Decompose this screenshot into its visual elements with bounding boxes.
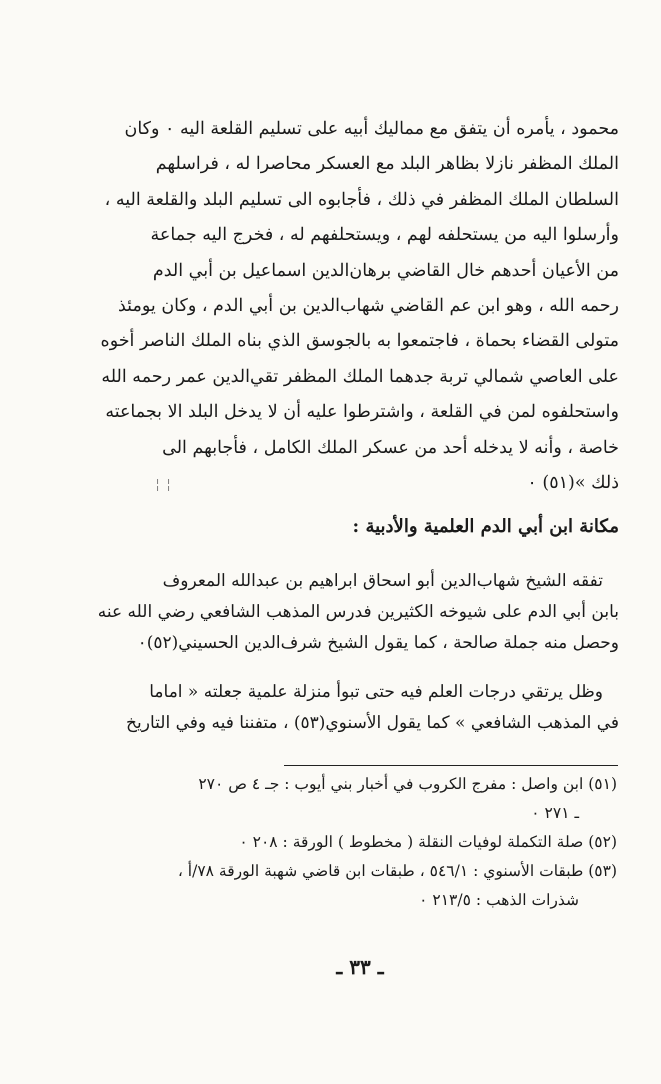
body-line: واستحلفوه لمن في القلعة ، واشترطوا عليه أن لا يدخل البلد الا بجماعته [105,402,619,423]
footnote-number: (٥١) [588,775,617,793]
body-line: ذلك »(٥١) ٠ [527,473,619,494]
footnotes [60,770,617,915]
footnote-text: طبقات الأسنوي : ٥٤٦/١ ، طبقات ابن قاضي شهبة الورقة ٧٨/أ ، [177,862,584,880]
footnote-item [60,770,617,828]
section-line: بابن أبي الدم على شيوخه الكثيرين فدرس المذهب الشافعي رضي الله عنه [97,602,619,622]
body-line: على العاصي شمالي تربة جدهما الملك المظفر تقي‌الدين عمر رحمه الله [101,366,619,387]
section-line: تفقه الشيخ شهاب‌الدين أبو اسحاق ابراهيم بن عبدالله المعروف [162,571,603,591]
body-line: رحمه الله ، وهو ابن عم القاضي شهاب‌الدين بن أبي الدم ، وكان يومئذ [118,296,619,317]
body-text [60,112,619,501]
page-number: ـ ٣٣ ـ [336,955,384,979]
body-line: السلطان الملك المظفر في ذلك ، فأجابوه الى تسليم البلد والقلعة اليه ، [104,189,619,210]
body-line: متولى القضاء بحماة ، فاجتمعوا به بالجوسق الذي بناه الملك الناصر أخوه [100,331,619,352]
body-line: محمود ، يأمره أن يتفق مع مماليك أبيه على تسليم القلعة اليه ٠ وكان [124,119,619,139]
footnote-number: (٥٣) [588,862,617,880]
body-line: من الأعيان أحدهم خال القاضي برهان‌الدين اسماعيل بن أبي الدم [152,260,619,281]
footnote-text-continued: شذرات الذهب : ٢١٣/٥ ٠ [419,891,579,909]
section-line: وحصل منه جملة صالحة ، كما يقول الشيخ شرف‌الدين الحسيني(٥٢)٠ [137,633,619,653]
footnote-number: (٥٢) [588,833,617,851]
footnote-text-continued: ـ ٢٧١ ٠ [531,804,579,822]
footnote-divider [284,765,618,766]
footnote-item [60,857,617,915]
footnote-item [60,828,617,857]
body-line: وأرسلوا اليه من يستحلفه لهم ، ويستحلفهم له ، فخرج اليه جماعة [150,225,619,246]
section-title: مكانة ابن أبي الدم العلمية والأدبية : [352,516,619,537]
section-line: وظل يرتقي درجات العلم فيه حتى تبوأ منزلة علمية جعلته « اماما [149,682,603,702]
body-line: الملك المظفر نازلا بظاهر البلد مع العسكر محاصرا له ، فراسلهم [155,154,619,175]
scan-speck: ╎ ╎ [154,478,173,492]
footnote-text: صلة التكملة لوفيات النقلة ( مخطوط ) الورقة : ٢٠٨ ٠ [239,833,584,851]
body-line: خاصة ، وأنه لا يدخله أحد من عسكر الملك الكامل ، فأجابهم الى [162,437,619,458]
section-body [60,566,619,739]
section-line: في المذهب الشافعي » كما يقول الأسنوي(٥٣) ، متفننا فيه وفي التاريخ [126,713,619,733]
footnote-text: ابن واصل : مفرج الكروب في أخبار بني أيوب : جـ ٤ ص ٢٧٠ [198,775,584,793]
